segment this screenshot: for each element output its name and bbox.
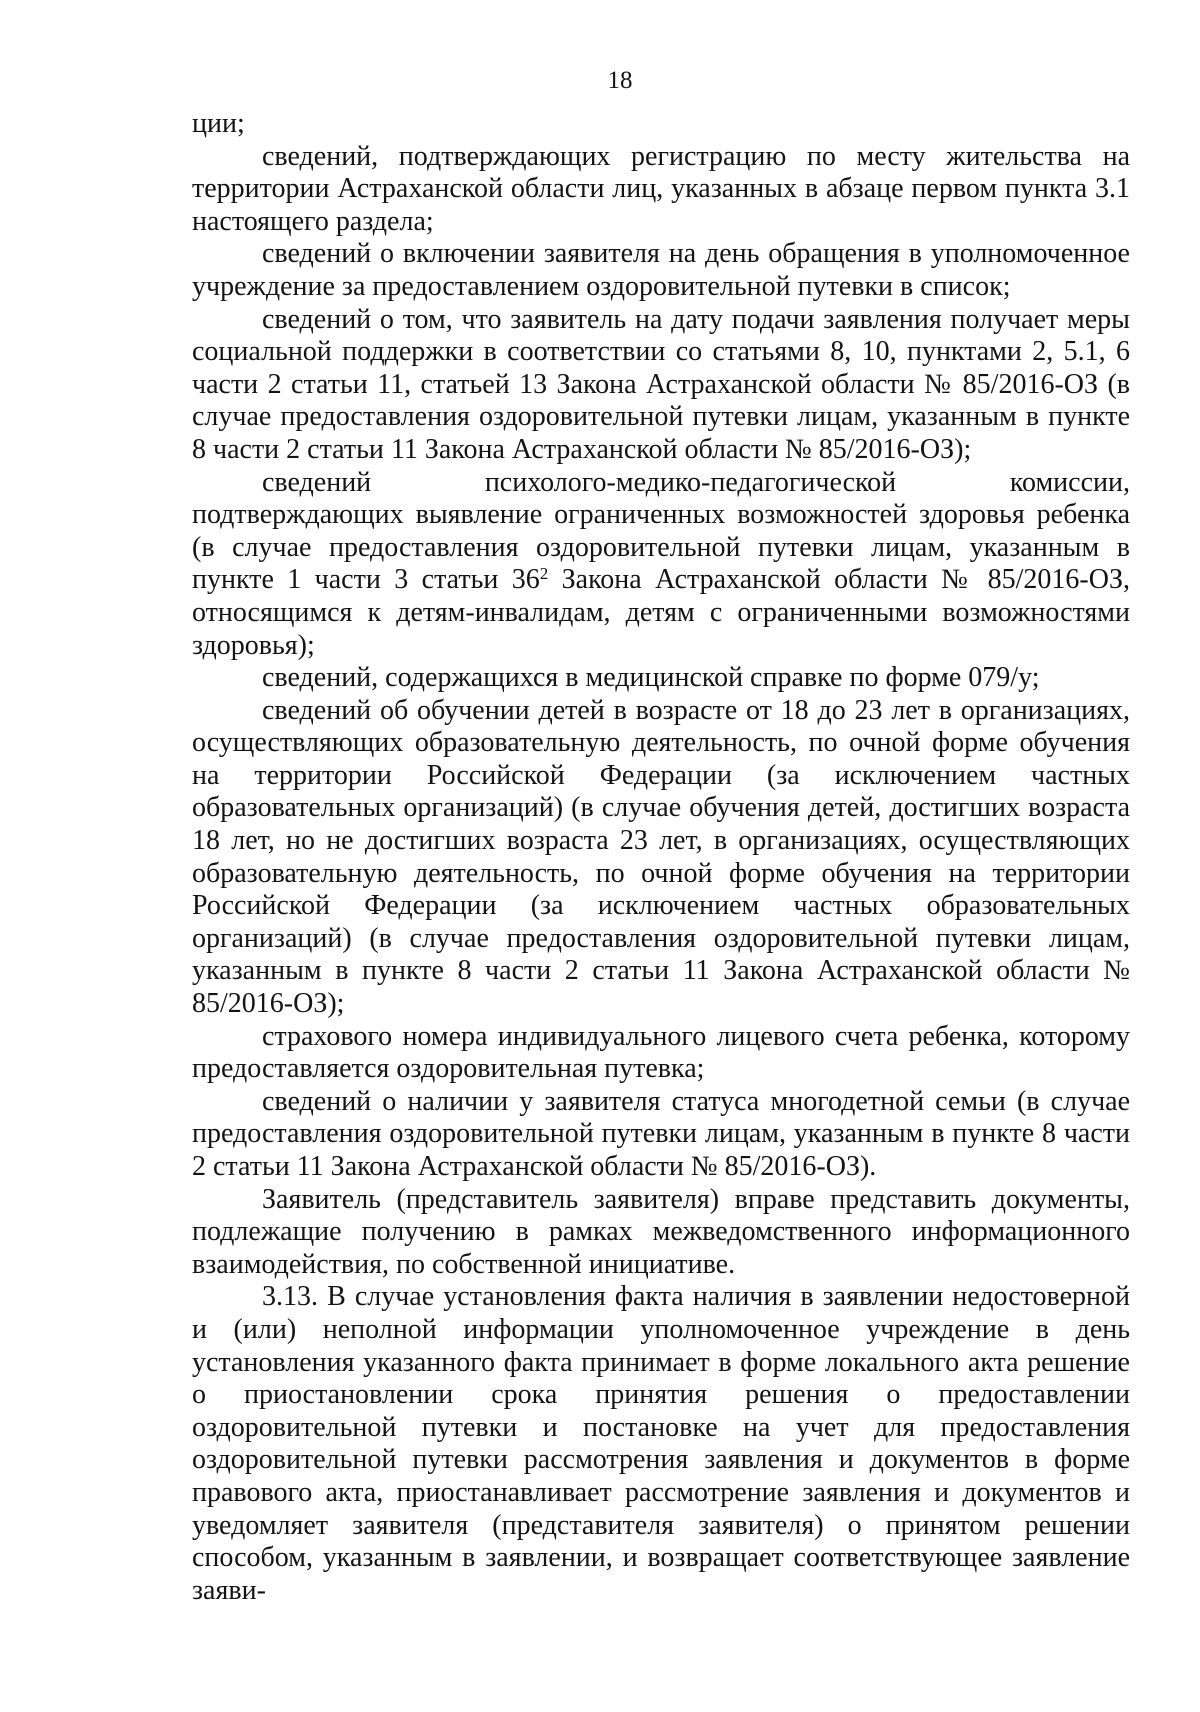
paragraph-continuation: ции; — [192, 108, 245, 139]
pmpk-text: сведений психолого-медико-педагогической комиссии, подтверждающих выявление ограниченных возможностей здоровья ребенка (в случае предоставления оздоровительной путевки лицам, указанным в пункте 1 части 3 статьи 36 — [192, 466, 1130, 596]
paragraph-large-family-info: сведений о наличии у заявителя статуса многодетной семьи (в случае предоставления оздоровительной путевки лицам, указанным в пункте 8 части 2 статьи 11 Закона Астраханской области № 85/2016-ОЗ). — [192, 1085, 1130, 1182]
paragraph-snils-info: страхового номера индивидуального лицевого счета ребенка, которому предоставляется оздоровительная путевка; — [192, 1020, 1130, 1085]
paragraph-own-initiative: Заявитель (представитель заявителя) вправе представить документы, подлежащие получению в рамках межведомственного информационного взаимодействия, по собственной инициативе. — [192, 1183, 1130, 1280]
paragraph-applicant-list-info: сведений о включении заявителя на день обращения в уполномоченное учреждение за предоставлением оздоровительной путевки в список; — [192, 238, 1130, 302]
article-superscript: 2 — [539, 564, 549, 584]
paragraph-medical-certificate-info: сведений, содержащихся в медицинской справке по форме 079/у; — [262, 662, 1040, 694]
page-number: 18 — [607, 67, 633, 94]
pmpk-text-tail: Закона Астраханской области № 85/2016-ОЗ, относящимся к детям-инвалидам, детям с ограниченными возможностями здоровья); — [192, 564, 1130, 661]
document-body — [192, 108, 1130, 1607]
paragraph-social-support-info: сведений о том, что заявитель на дату подачи заявления получает меры социальной поддержки в соответствии со статьями 8, 10, пунктами 2, 5.1, 6 части 2 статьи 11, статьей 13 Закона Астраханской области № 85/2016-ОЗ (в случае предоставления оздоровительной путевки лицам, указанным в пункте 8 части 2 статьи 11 Закона Астраханской области № 85/2016-ОЗ); — [192, 303, 1130, 465]
paragraph-pmpk-info — [192, 467, 1130, 663]
paragraph-education-info: сведений об обучении детей в возрасте от 18 до 23 лет в организациях, осуществляющих образовательную деятельность, по очной форме обучения на территории Российской Федерации (за исключением частных образовательных организаций) (в случае обучения детей, достигших возраста 18 лет, но не достигших возраста 23 лет, в организациях, осуществляющих образовательную деятельность, по очной форме обучения на территории Российской Федерации (за исключением частных образовательных организаций) (в случае предоставления оздоровительной путевки лицам, указанным в пункте 8 части 2 статьи 11 Закона Астраханской области № 85/2016-ОЗ); — [192, 694, 1130, 1020]
paragraph-3-13: 3.13. В случае установления факта наличия в заявлении недостоверной и (или) неполной информации уполномоченное учреждение в день установления указанного факта принимает в форме локального акта решение о приостановлении срока принятия решения о предоставлении оздоровительной путевки и постановке на учет для предоставления оздоровительной путевки рассмотрения заявления и документов в форме правового акта, приостанавливает рассмотрение заявления и документов и уведомляет заявителя (представителя заявителя) о принятом решении способом, указанным в заявлении, и возвращает соответствующее заявление заяви- — [192, 1281, 1130, 1606]
paragraph-registration-info: сведений, подтверждающих регистрацию по месту жительства на территории Астраханской области лиц, указанных в абзаце первом пункта 3.1 настоящего раздела; — [192, 140, 1130, 237]
